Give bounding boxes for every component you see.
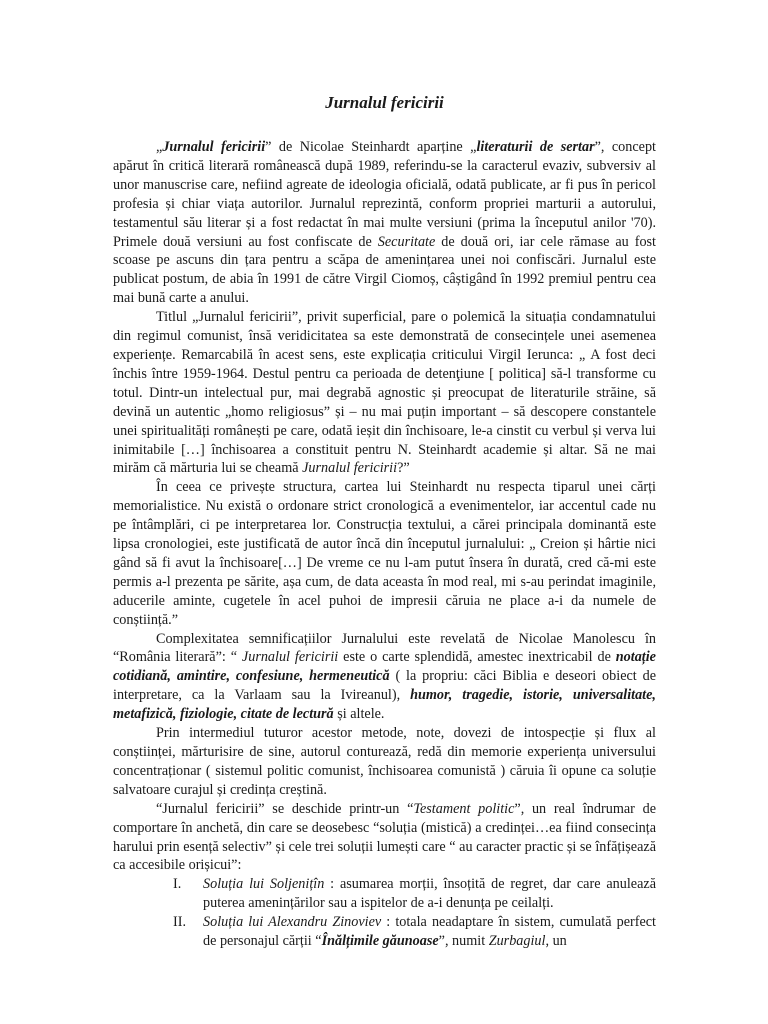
document-title: Jurnalul fericirii bbox=[325, 93, 444, 112]
text-run: ”, numit bbox=[438, 933, 489, 950]
emphasis-book-title: Jurnalul fericirii bbox=[162, 139, 266, 155]
paragraph-title-analysis bbox=[113, 308, 656, 478]
list-number: II. bbox=[173, 914, 186, 931]
paragraph-structure: În ceea ce privește structura, cartea lui Steinhardt nu respecta tiparul unei cărți memorialistice. Nu există o ordonare strict cronologică a evenimentelor, iar accentul cade nu pe întâmplări, ci pe interpretarea lor. Construcția textului, a cărei principala dominantă este lipsa cronologiei, este justificată de autor încă din începutul jurnalului: „ Creion și hârtie nici gând să fi avut la închisoare[…] De vreme ce nu l-am putut însera în durată, cred că-mi este permis a-l prezenta pe sărite, așa cum, de data aceasta în mod real, mi s-au perindat imaginile, aducerile aminte, cugetele în acel puhoi de impresii căruia ne place a-i da numele de conștiință.” bbox=[113, 479, 656, 628]
text-run: de două ori, iar cele rămase au fost scoase pe ascuns din țara pentru a scăpa de amenințarea unei noi confiscări. Jurnalul este publicat postum, de abia în 1991 de către Virgil Ciomoș, câștigând în 1992 premiul pentru cea mai bună carte a anului. bbox=[113, 233, 656, 307]
emphasis-book-title: Jurnalul fericirii bbox=[241, 649, 339, 666]
text-run: ”, concept apărut în critică literară românească după 1989, referindu-se la caracterul evaziv, subversiv al unor manuscrise care, nefiind agreate de ideologia oficială, odată publicate, ar fi pus în pericol profesia și chiar viața autorilor. Jurnalul reprezintă, conform propriei marturii a autorului, testamentul său literar și a fost redactat în mai multe versiuni (prima la începutul anilor '70). Primele două versiuni au fost confiscate de bbox=[113, 139, 656, 250]
emphasis-securitate: Securitate bbox=[377, 233, 436, 250]
text-run: ?” bbox=[397, 460, 410, 477]
paragraph-methods: Prin intermediul tuturor acestor metode, note, dovezi de intospecție și flux al conștiinței, mărturisire de sine, autorul conturează, redă din memorie experiența universului concentraționar ( sistemul politic comunist, închisoarea comunistă ) căruia îi opune ca soluție salvatoare curajul și credința creștină. bbox=[113, 725, 656, 798]
text-run: și altele. bbox=[333, 706, 385, 723]
emphasis-book-title: Jurnalul fericirii bbox=[302, 460, 398, 477]
emphasis-solution-name: Soluția lui Alexandru Zinoviev bbox=[203, 914, 382, 931]
text-run: “Jurnalul fericirii” se deschide printr-un “ bbox=[156, 800, 414, 817]
paragraph-complexity bbox=[113, 630, 656, 725]
emphasis-themes: humor, tragedie, istorie, universalitate, metafizică, fiziologie, citate de lectură bbox=[113, 687, 656, 723]
text-run: Complexitatea semnificațiilor Jurnalului este revelată de Nicolae Manolescu în “România literară”: “ bbox=[113, 630, 656, 666]
list-item bbox=[113, 875, 656, 913]
emphasis-character: Zurbagiul bbox=[488, 933, 546, 950]
text-run: , un bbox=[545, 933, 567, 950]
text-run: ” de Nicolae Steinhardt aparține „ bbox=[265, 139, 477, 155]
emphasis-book-title: Înălțimile găunoase bbox=[321, 933, 439, 950]
text-run: : totala neadaptare în sistem, cumulată perfect de personajul cărții “ bbox=[203, 914, 657, 950]
emphasis-term: literaturii de sertar bbox=[476, 139, 595, 155]
emphasis-solution-name: Soluția lui Soljenițîn bbox=[203, 876, 325, 893]
text-run: „ bbox=[156, 139, 163, 155]
text-run: Titlul „Jurnalul fericirii”, privit superficial, pare o polemică la situația condamnatului din regimul comunist, însă veridicitatea sa este demonstrată de consecințele unei asemenea experiențe. Remarcabilă în acest sens, este explicația criticului Virgil Ierunca: „ A fost deci închis între 1959-1964. Destul pentru ca perioada de detenţiune [ politica] să-l transforme cu totul. Dintr-un intelectual pur, mai degrabă agnostic și preocupat de literaturile străine, să devină un autentic „homo religiosus” și – nu mai puțin important – să descopere constantele unei spiritualități românești pe care, odată ieșit din închisoare, le-a cinstit cu verbul și verva lui inimitabile […] închisoarea a constituit pentru N. Steinhardt academie și altar. Să ne mai mirăm că mărturia lui se cheamă bbox=[113, 309, 656, 477]
text-run: : asumarea morții, însoțită de regret, dar care anulează puterea amenințărilor sau a ispitelor de a-i denunța pe ceilalți. bbox=[203, 876, 656, 912]
emphasis-testament: Testament politic bbox=[413, 800, 515, 817]
paragraph-testament bbox=[113, 800, 656, 876]
list-number: I. bbox=[173, 876, 182, 893]
solutions-list bbox=[113, 875, 656, 951]
paragraph-intro bbox=[113, 138, 656, 308]
text-run: ”, un real îndrumar de comportare în anchetă, din care se deosebesc “soluția (mistică) a credinței…ea fiind consecința harului prin esență selectiv” și cele trei soluții lumești care “ au caracter practic și se înfățișează ca accesibile orișicui”: bbox=[113, 800, 656, 874]
text-run: este o carte splendidă, amestec inextricabil de bbox=[338, 649, 616, 666]
text-run: ( la propriu: căci Biblia e deseori obiect de interpretare, ca la Varlaam sau la Ivireanul), bbox=[113, 668, 656, 704]
emphasis-genres: notație cotidiană, amintire, confesiune, hermeneutică bbox=[113, 649, 656, 685]
list-item bbox=[113, 913, 656, 951]
document-page bbox=[113, 92, 656, 951]
